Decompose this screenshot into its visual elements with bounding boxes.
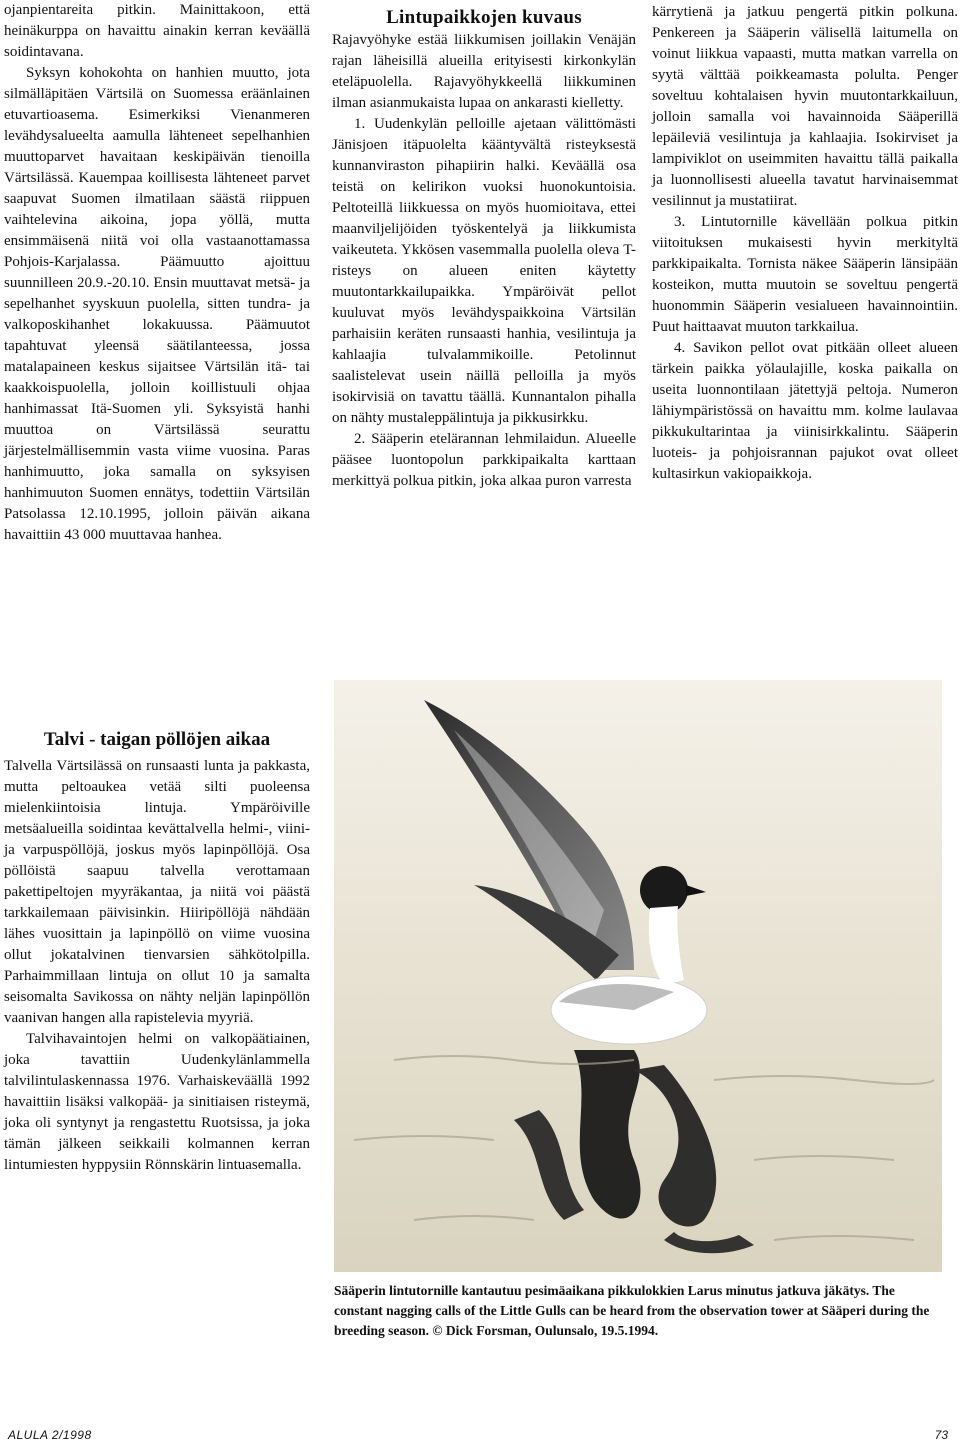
section-heading: Lintupaikkojen kuvaus [386, 7, 582, 28]
head-shape [640, 866, 688, 914]
paragraph: Syksyn kohokohta on hanhien muutto, jota silmälläpitäen Värtsilä on Suomessa eräänlainen etuvartioasema. Esimerkiksi Vienanmeren levähdysalueelta aamulla lähteneet sepelhanhien muuttoparvet havaitaan keskipäivän tienoilla Värtsilässä. Kauempaa koillisesta lähteneet parvet saapuvat Suomen ilmatilaan säästä riippuen vaihtelevina aikoina, jopa yöllä, mutta ensimmäisenä niitä voi olla vastaanottamassa Pohjois-Karjalassa. Päämuutto ajoittuu suunnilleen 20.9.-20.10. Ensin muuttavat metsä- ja sepelhanhet syyskuun puolella, sitten tundra- ja valkoposkihanhet lokakuussa. Päämuutot tapahtuvat yleensä säätilanteessa, jossa matalapaineen keskus sijaitsee Värtsilän itä- tai kaakkoispuolella, jolloin koillistuuli ohjaa hanhimassat Itä-Suomen yli. Syksyistä hanhi muuttoa on Värtsilässä seurattu järjestelmällisemmin vasta viime vuosina. Paras hanhimuutto, joka samalla on syksyisen hanhimuuton Suomen ennätys, todettiin Värtsilän Patsolassa 12.10.1995, jolloin päivän aikana havaittiin 43 000 muuttavaa hanhea. [4, 65, 310, 543]
column-middle [332, 6, 636, 492]
column-right [652, 2, 958, 485]
paragraph: Talvella Värtsilässä on runsaasti lunta ja pakkasta, mutta peltoaukea vetää silti puoleensa mielenkiintoisia lintuja. Ympäröiville metsäalueilla soidintaa kevättalvella helmi-, viini- ja varpuspöllöjä, joskus myös lapinpöllöjä. Osa pöllöistä saapuu talvella verottamaan pakettipeltojen myyräkantaa, ja niitä voi päästä tarkkailemaan päivisinkin. Hiiripöllöjä nähdään lähes vuosittain ja lapinpöllö on viime vuosina ollut jokatalvinen tienvarsien sähkötolpilla. Parhaimmillaan lintuja on ollut 10 ja samalta seisomalta Savikossa on nähty neljän lapinpöllön vaanivan hangen alla rapistelevia myyriä. [4, 758, 310, 1026]
page-number: 73 [934, 1428, 948, 1442]
paragraph: Talvihavaintojen helmi on valkopäätiainen, joka tavattiin Uudenkylänlammella talvilintulaskennassa 1976. Varhaiskeväällä 1992 havaittiin lisäksi valkopää- ja sinitiaisen risteymä, joka oli syntynyt ja rengastettu Ruotsissa, ja joka tämän jälkeen seikkaili kolmannen kerran lintumiesten hyppysiin Rönnskärin lintuasemalla. [4, 1031, 310, 1173]
photo-illustration [334, 680, 942, 1272]
paragraph: 2. Sääperin etelärannan lehmilaidun. Alueelle pääsee luontopolun parkkipaikalta karttaan merkittyä polkua pitkin, joka alkaa puron varresta [332, 431, 636, 489]
paragraph: 4. Savikon pellot ovat pitkään olleet alueen tärkein paikka yölaulajille, koska paikalla on useita luonnontilaan jätettyjä peltoja. Numeron lähiympäristössä on havaittu mm. kolme laulavaa pikkukultarintaa ja viinisirkkalintu. Sääperin luoteis- ja pohjoisrannan pajukot ovat olleet kultasirkun vakiopaikkoja. [652, 340, 958, 482]
paragraph: Rajavyöhyke estää liikkumisen joillakin Venäjän rajan läheisillä alueilla erityisesti kirkonkylän eteläpuolella. Rajavyöhykkeellä liikkuminen ilman asianmukaista lupaa on ankarasti kielletty. [332, 32, 636, 111]
column-left-bottom [4, 728, 310, 1176]
photo-caption [334, 1281, 942, 1341]
little-gull-photo [334, 680, 942, 1272]
section-heading: Talvi - taigan pöllöjen aikaa [43, 729, 271, 750]
column-left-top [4, 0, 310, 546]
caption-english: jatkuva jäkätys. The constant nagging calls of the Little Gulls can be heard from the observation tower at Sääperi during the breeding season. © Dick Forsman, Oulunsalo, 19.5.1994. [334, 1283, 930, 1338]
paragraph: kärrytienä ja jatkuu pengertä pitkin polkuna. Penkereen ja Sääperin välisellä laitumella on voinut liikkua vapaasti, mutta matkan varrella on syytä välttää poikkeamasta polulta. Penger soveltuu kohtalaisen hyvin muutontarkkailuun, jolloin samalla voi havainnoida Sääperillä lepäileviä vesilintuja ja kahlaajia. Isokirviset ja lampiviklot on useimmiten havaittu tällä paikalla ja luonnollisesti alueella tavatut harvinaisemmat vesilinnut ja mustatiirat. [652, 4, 958, 209]
paragraph: 1. Uudenkylän pelloille ajetaan välittömästi Jänisjoen itäpuolelta kääntyvältä risteyksestä kunnanviraston pihapiirin halki. Keväällä osa teistä on kelirikon vuoksi huonokuntoisia. Peltoteillä liikkuessa on myös huomioitava, ettei maanviljelijöiden työskentelyä ja liikkumista vaikeuteta. Ykkösen vasemmalla puolella oleva T-risteys on alueen eniten käytetty muutontarkkailupaikka. Ympäröivät pellot kuuluvat myös levähdyspaikkoina Värtsilän parhaisiin keräten runsaasti hanhia, vesilintuja ja kahlaajia tulvalammikoille. Petolinnut saalistelevat usein näillä pelloilla ja myös isokirvisiä on tavattu täällä. Kunnantalon pihalla on nähty mustaleppälintuja ja pikkusirkku. [332, 116, 636, 426]
caption-latin-name: Larus minutus [687, 1283, 773, 1298]
paragraph: 3. Lintutornille kävellään polkua pitkin viitoituksen mukaisesti hyvin merkityltä parkkipaikalta. Tornista näkee Sääperin länsipään kosteikon, mutta muutoin se soveltuu pengertä huonommin Sääperin vesialueen havainnointiin. Puut haittaavat muuton tarkkailua. [652, 214, 958, 335]
journal-footer: ALULA 2/1998 [8, 1428, 92, 1442]
caption-finnish: Sääperin lintutornille kantautuu pesimäaikana pikkulokkien [334, 1283, 685, 1298]
paragraph: ojanpientareita pitkin. Mainittakoon, että heinäkurppa on havaittu ainakin kerran keväällä soidintavana. [4, 2, 310, 60]
